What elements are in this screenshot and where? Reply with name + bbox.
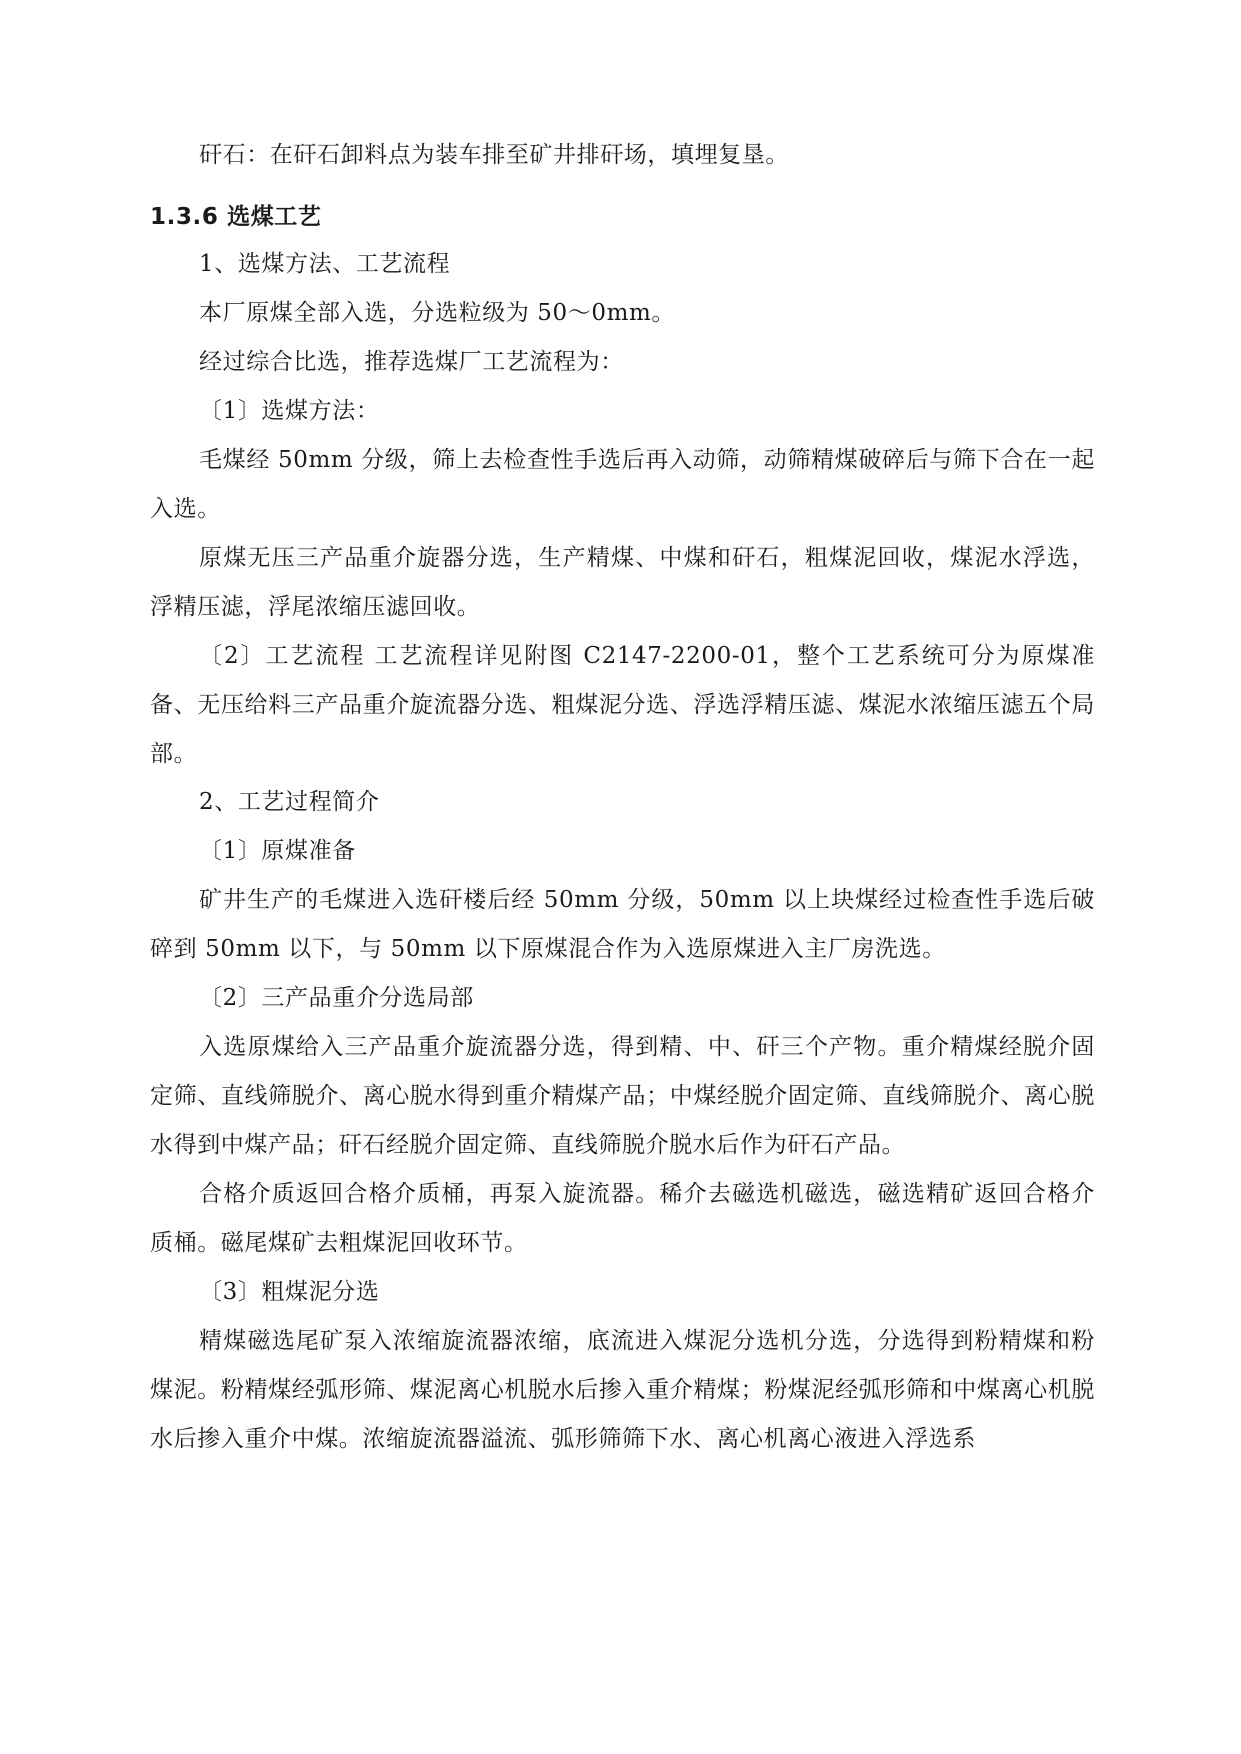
paragraph-gangue-disposal: 矸石：在矸石卸料点为装车排至矿井排矸场，填埋复垦。 bbox=[199, 142, 789, 168]
document-page bbox=[150, 0, 1095, 1754]
subheading-process-intro: 2、工艺过程简介 bbox=[199, 789, 380, 815]
paragraph-raw-coal-screening: 毛煤经 50mm 分级，筛上去检查性手选后再入动筛，动筛精煤破碎后与筛下合在一起入选。 bbox=[150, 447, 1095, 522]
subheading-raw-coal-prep: 〔1〕原煤准备 bbox=[199, 838, 356, 864]
subheading-method: 〔1〕选煤方法： bbox=[199, 398, 380, 424]
paragraph-three-product: 入选原煤给入三产品重介旋流器分选，得到精、中、矸三个产物。重介精煤经脱介固定筛、直线筛脱介、离心脱水得到重介精煤产品；中煤经脱介固定筛、直线筛脱介、离心脱水得到中煤产品；矸石经脱介固定筛、直线筛脱介脱水后作为矸石产品。 bbox=[150, 1034, 1095, 1158]
paragraph-medium-return: 合格介质返回合格介质桶，再泵入旋流器。稀介去磁选机磁选，磁选精矿返回合格介质桶。磁尾煤矿去粗煤泥回收环节。 bbox=[150, 1181, 1095, 1256]
subheading-coarse-slime: 〔3〕粗煤泥分选 bbox=[199, 1279, 380, 1305]
paragraph-raw-coal-size: 本厂原煤全部入选，分选粒级为 50～0mm。 bbox=[199, 300, 676, 326]
paragraph-recommended-flow: 经过综合比选，推荐选煤厂工艺流程为： bbox=[199, 349, 624, 375]
paragraph-coarse-slime: 精煤磁选尾矿泵入浓缩旋流器浓缩，底流进入煤泥分选机分选，分选得到粉精煤和粉煤泥。粉精煤经弧形筛、煤泥离心机脱水后掺入重介精煤；粉煤泥经弧形筛和中煤离心机脱水后掺入重介中煤。浓缩旋流器溢流、弧形筛筛下水、离心机离心液进入浮选系 bbox=[150, 1328, 1095, 1452]
section-heading-coal-preparation: 1.3.6 选煤工艺 bbox=[150, 204, 322, 230]
paragraph-dense-medium: 原煤无压三产品重介旋器分选，生产精煤、中煤和矸石，粗煤泥回收，煤泥水浮选，浮精压滤，浮尾浓缩压滤回收。 bbox=[150, 545, 1095, 620]
paragraph-process-flow: 〔2〕工艺流程 工艺流程详见附图 C2147-2200-01，整个工艺系统可分为原煤准备、无压给料三产品重介旋流器分选、粗煤泥分选、浮选浮精压滤、煤泥水浓缩压滤五个局部。 bbox=[150, 643, 1095, 767]
subheading-three-product: 〔2〕三产品重介分选局部 bbox=[199, 985, 474, 1011]
subheading-method-flow: 1、选煤方法、工艺流程 bbox=[199, 251, 451, 277]
paragraph-raw-coal-prep: 矿井生产的毛煤进入选矸楼后经 50mm 分级，50mm 以上块煤经过检查性手选后破碎到 50mm 以下，与 50mm 以下原煤混合作为入选原煤进入主厂房洗选。 bbox=[150, 887, 1095, 962]
